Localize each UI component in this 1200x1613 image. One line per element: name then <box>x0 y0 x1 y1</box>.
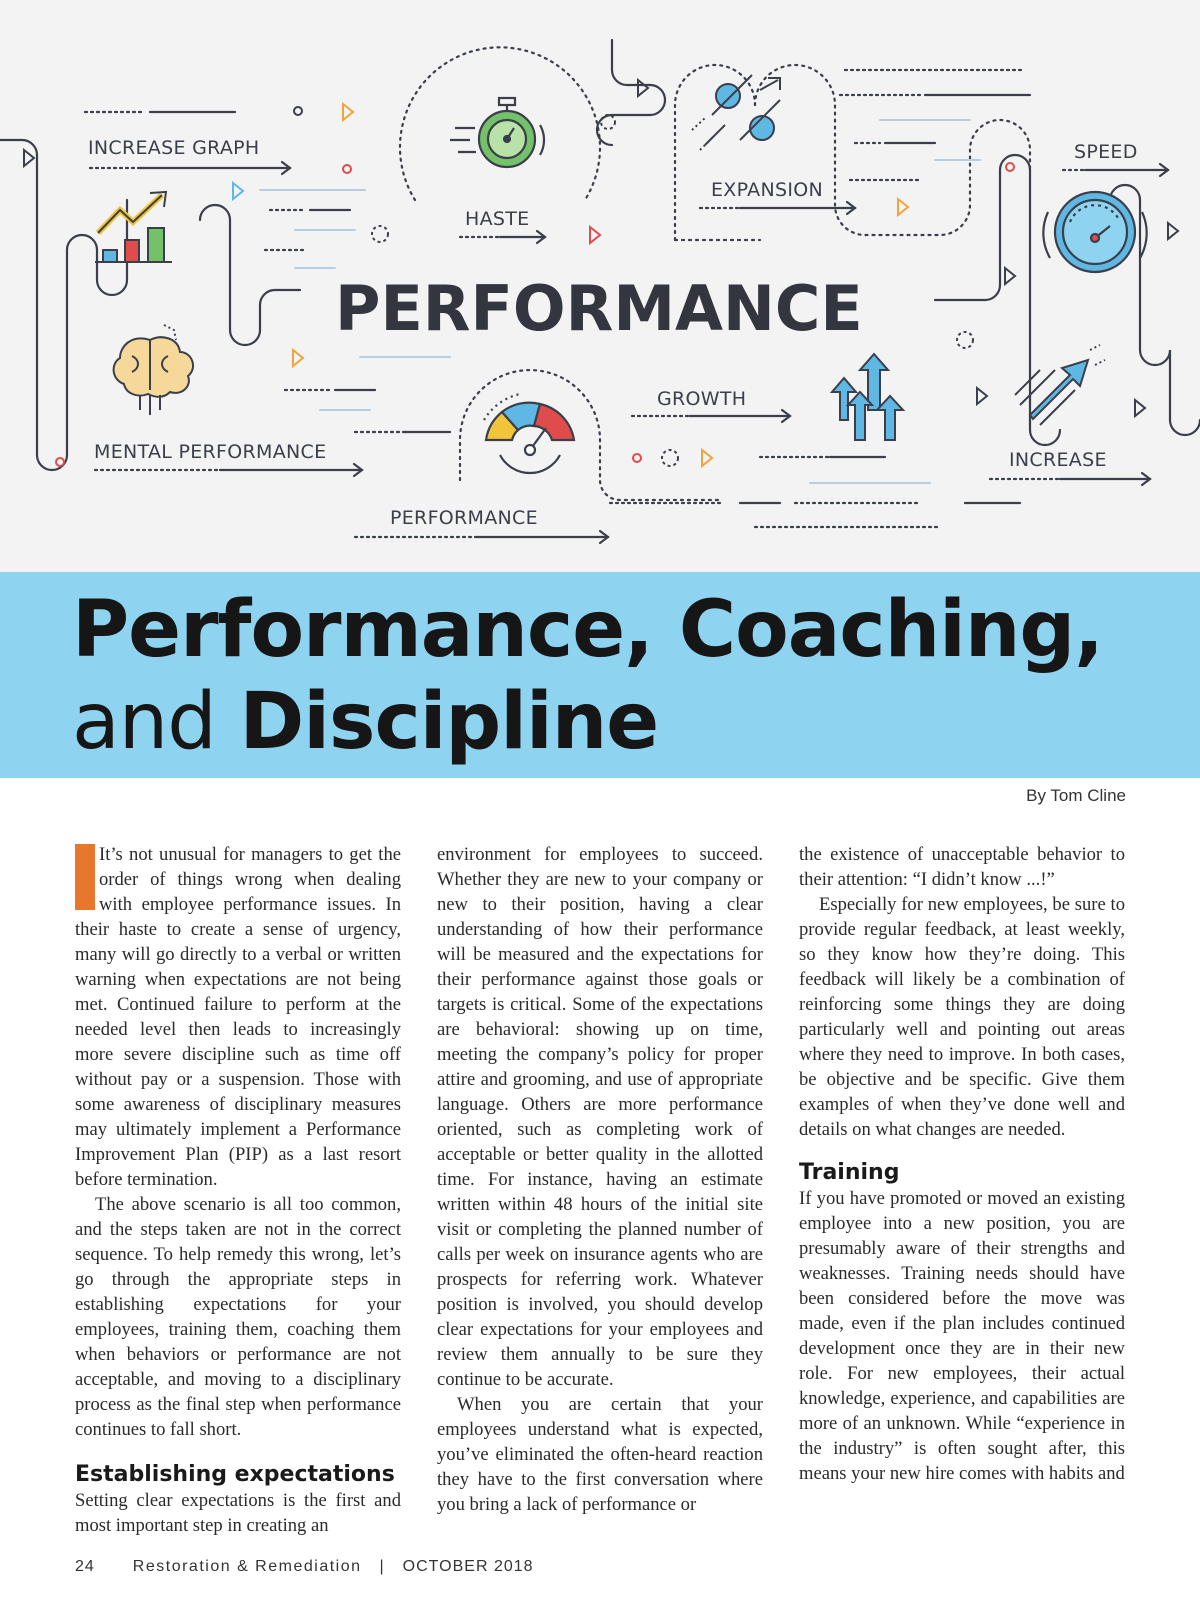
hero-main-word: PERFORMANCE <box>335 272 863 345</box>
article-column-3 <box>799 842 1125 1486</box>
expansion-icon <box>692 75 780 150</box>
page-footer <box>75 1558 572 1576</box>
paragraph: the existence of unacceptable behavior to their attention: “I didn’t know ...!” <box>799 844 1125 890</box>
hero-illustration <box>0 0 1200 572</box>
footer-separator: | <box>379 1558 385 1575</box>
paragraph-text: t’s not unusual for managers to get the order of things wrong when dealing with employee performance issues. In their haste to create a sense of urgency, many will go directly to a verbal or written warning when expectations are not being met. Continued failure to perform at the needed level then leads to increasingly more severe discipline such as time off without pay or a suspension. Those with some awareness of disciplinary measures may ultimately implement a Performance Improvement Plan (PIP) as a last resort before termination. <box>75 844 401 1190</box>
page-number: 24 <box>75 1558 95 1575</box>
byline: By Tom Cline <box>1026 786 1126 805</box>
label-haste: HASTE <box>465 208 530 230</box>
brain-icon <box>114 325 193 415</box>
section-heading-training: Training <box>799 1160 900 1185</box>
paragraph: When you are certain that your employees understand what is expected, you’ve eliminated the often-heard reaction they have to the first conversation where you bring a lack of performance or <box>437 1394 763 1515</box>
dropcap-letter: I <box>99 844 106 865</box>
label-expansion: EXPANSION <box>711 179 824 201</box>
paragraph: Setting clear expectations is the first and most important step in creating an <box>75 1490 401 1536</box>
paragraph: If you have promoted or moved an existing employee into a new position, you are presumably aware of their strengths and weaknesses. Training needs should have been considered before the move was made, even if the plan includes continued development once they are in their new role. For new employees, their actual knowledge, experience, and capabilities are more of an unknown. While “experience in the industry” is often sought after, this means your new hire comes with habits and <box>799 1188 1125 1484</box>
label-mental-performance: MENTAL PERFORMANCE <box>94 441 327 463</box>
paragraph <box>75 842 401 1192</box>
stopwatch-icon <box>450 98 544 167</box>
title-banner <box>0 572 1200 778</box>
speedometer-icon <box>1043 192 1146 272</box>
hero-graphic <box>0 0 1200 572</box>
title-and: and <box>72 677 216 767</box>
paragraph: The above scenario is all too common, and the steps taken are not in the correct sequence. To help remedy this wrong, let’s go through the appropriate steps in establishing expectations for your employees, training them, coaching them when behaviors or performance are not acceptable, and moving to a disciplinary process as the final step when performance continues to fall short. <box>75 1194 401 1440</box>
label-growth: GROWTH <box>657 388 747 410</box>
paragraph: Especially for new employees, be sure to provide regular feedback, at least weekly, so they know how they’re doing. This feedback will likely be a combination of reinforcing some things they are doing particularly well and pointing out areas where they need to improve. In both cases, be objective and be specific. Give them examples of when they’ve done well and details on what changes are needed. <box>799 894 1125 1140</box>
label-speed: SPEED <box>1074 141 1138 163</box>
increase-graph-icon <box>95 192 172 262</box>
magazine-name: Restoration & Remediation <box>132 1558 362 1575</box>
article-column-1 <box>75 842 401 1538</box>
increase-arrow-icon <box>1015 345 1105 425</box>
gauge-icon <box>484 394 574 473</box>
section-heading-establishing-expectations: Establishing expectations <box>75 1462 395 1487</box>
issue-date: OCTOBER 2018 <box>402 1558 534 1575</box>
dropcap <box>75 844 95 910</box>
label-increase: INCREASE <box>1009 449 1107 471</box>
paragraph: environment for employees to succeed. Whether they are new to your company or new to their position, having a clear understanding of how their performance will be measured and the expectations for their performance against those goals or targets is critical. Some of the expectations are behavioral: showing up on time, meeting the company’s policy for proper attire and grooming, and use of appropriate language. Others are more performance oriented, such as completing work of acceptable or better quality in the allotted time. For instance, having an estimate written within 48 hours of the initial site visit or completing the planned number of calls per week on insurance agents who are prospects for referring work. Whatever position is involved, you should develop clear expectations for your employees and review them annually to be sure they continue to be accurate. <box>437 844 763 1390</box>
article-title-line1: Performance, Coaching, <box>72 585 1103 675</box>
label-increase-graph: INCREASE GRAPH <box>88 137 260 159</box>
label-performance-small: PERFORMANCE <box>390 507 538 529</box>
title-discipline: Discipline <box>239 677 659 767</box>
article-column-2 <box>437 842 763 1517</box>
growth-arrows-icon <box>832 354 903 440</box>
article-title-line2 <box>72 674 658 770</box>
